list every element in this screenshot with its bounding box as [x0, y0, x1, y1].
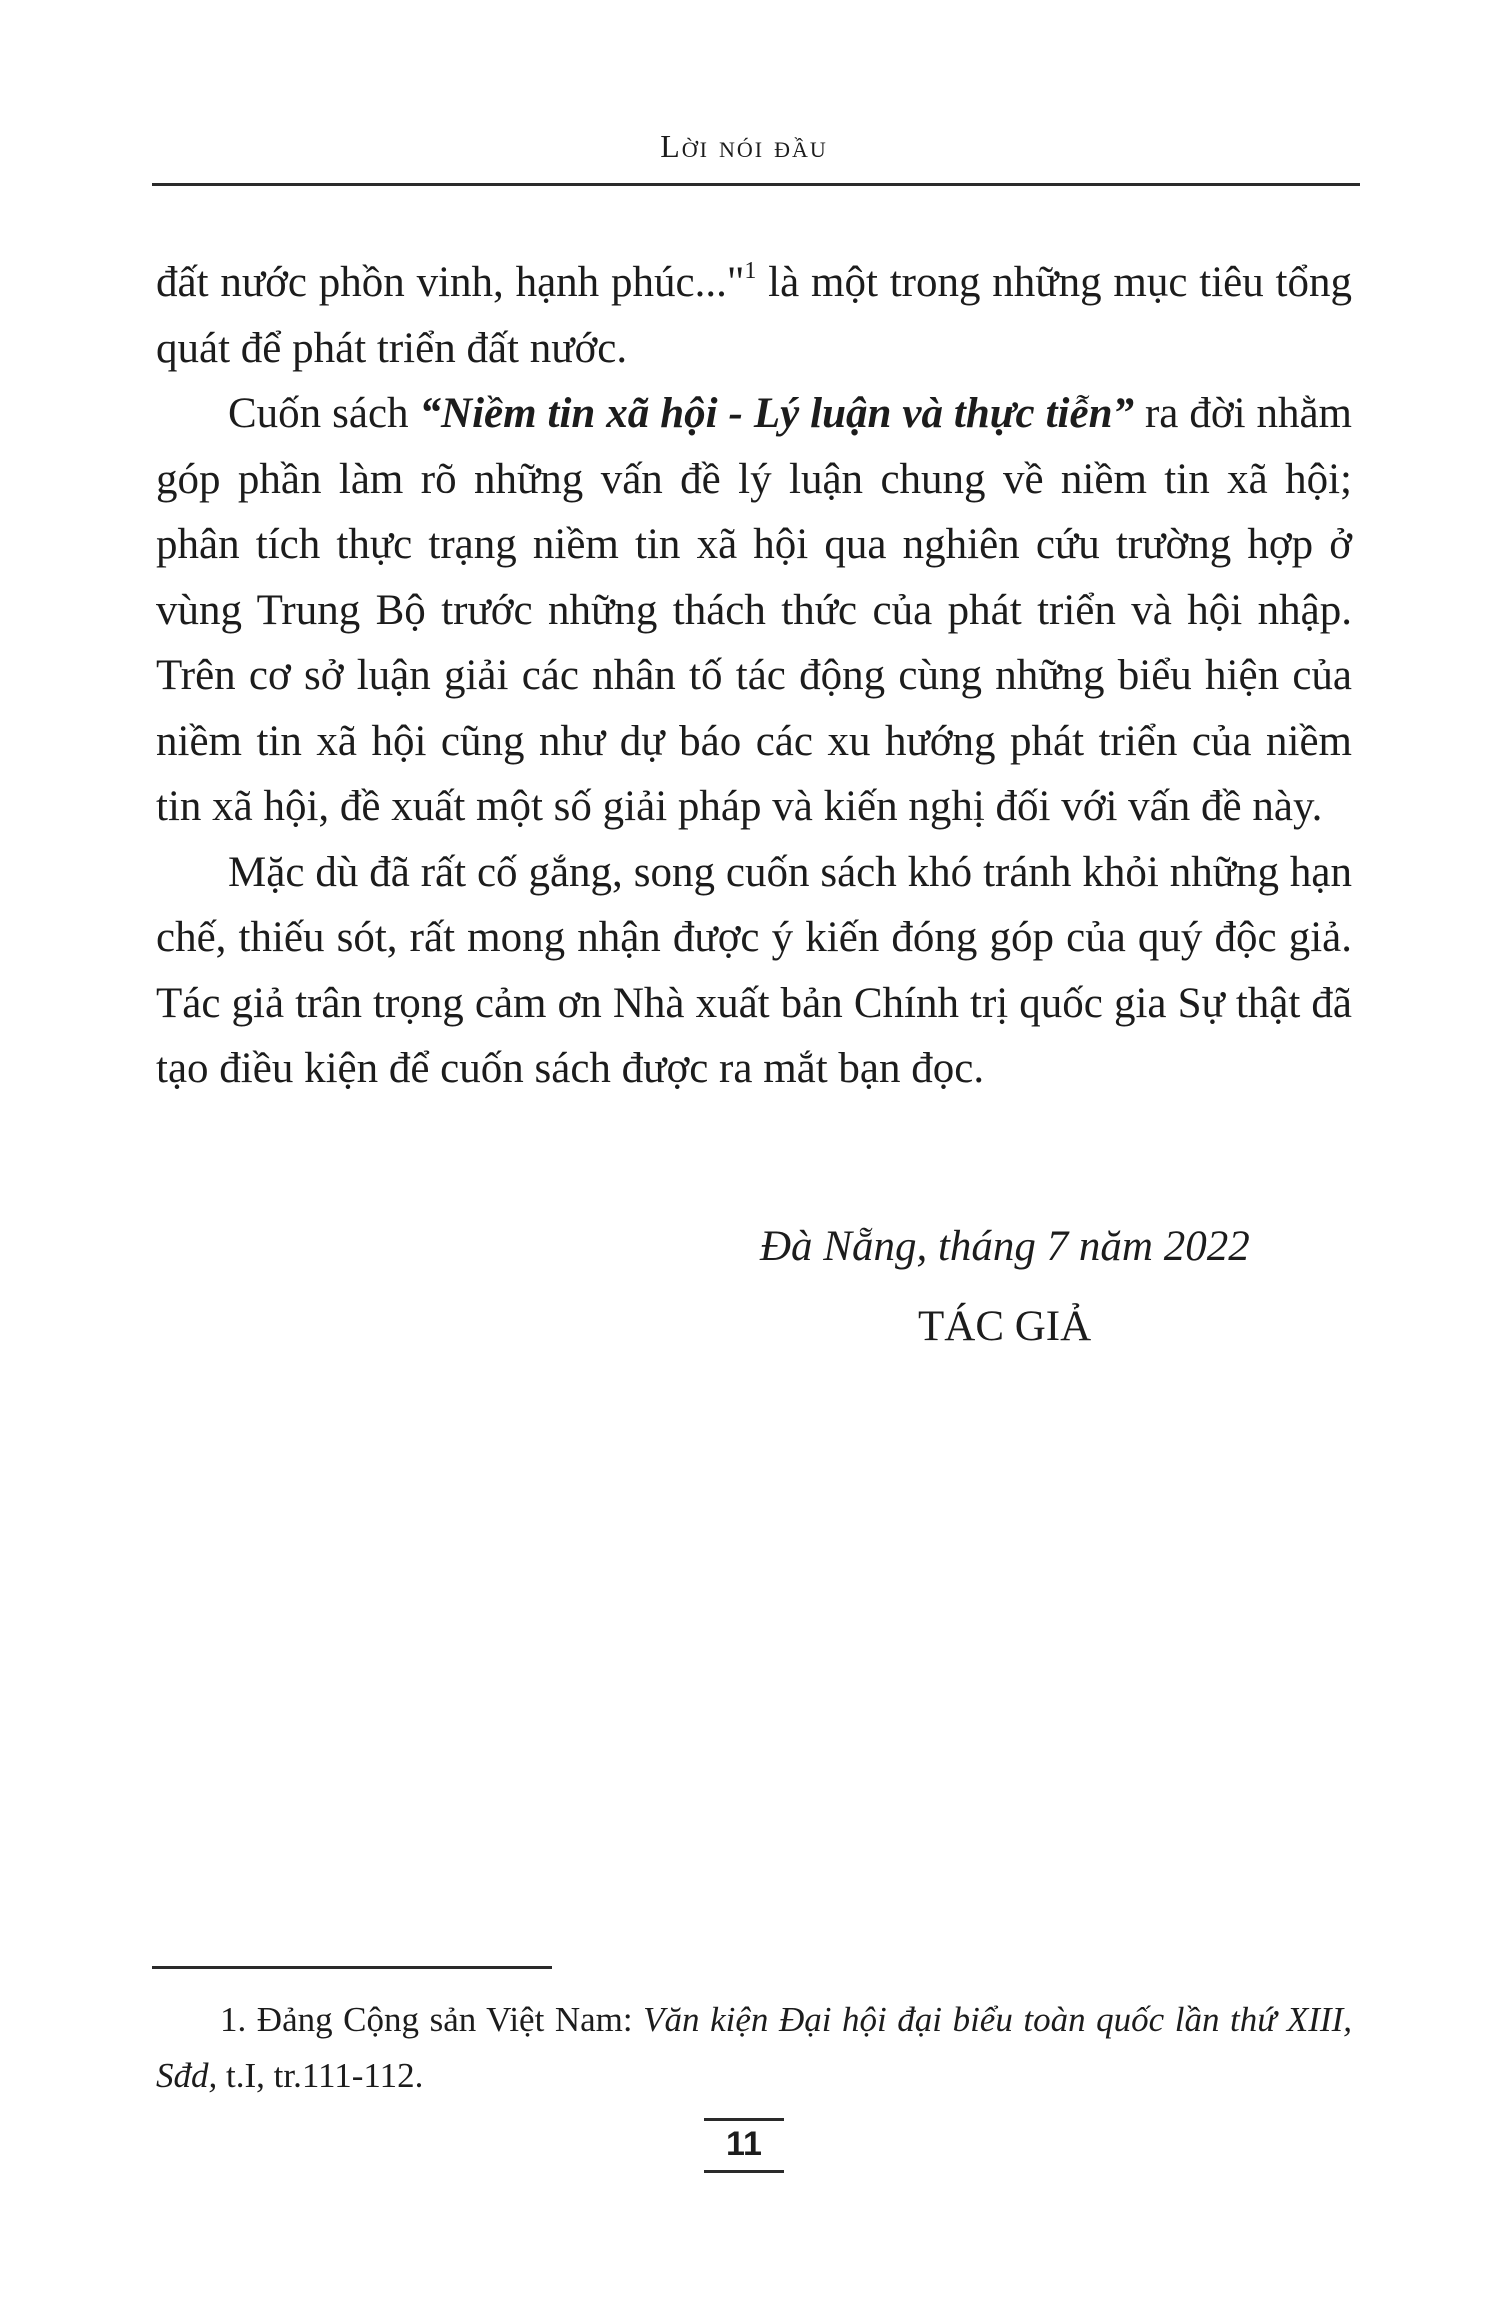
page-number-rule-top	[704, 2118, 784, 2121]
footnote	[156, 1992, 1352, 2104]
signoff-place-date: Đà Nẵng, tháng 7 năm 2022	[760, 1223, 1250, 1270]
page-number-rule-bottom	[704, 2170, 784, 2173]
body-text	[156, 250, 1352, 1102]
footnote-text-end: t.I, tr.111-112.	[217, 2056, 424, 2095]
footnote-cited-title: Văn kiện Đại hội đại biểu toàn quốc lần thứ XIII, Sđd,	[156, 2000, 1352, 2095]
header-rule	[152, 183, 1360, 186]
paragraph-2-text-end: ra đời nhằm góp phần làm rõ những vấn đề lý luận chung về niềm tin xã hội; phân tích thực trạng niềm tin xã hội qua nghiên cứu trường hợp ở vùng Trung Bộ trước những thách thức của phát triển và hội nhập. Trên cơ sở luận giải các nhân tố tác động cùng những biểu hiện của niềm tin xã hội cũng như dự báo các xu hướng phát triển của niềm tin xã hội, đề xuất một số giải pháp và kiến nghị đối với vấn đề này.	[156, 390, 1353, 830]
footnote-reference[interactable]: 1	[744, 258, 757, 284]
running-header: Lời nói đầu	[660, 128, 828, 164]
paragraph-2	[156, 381, 1352, 840]
footnote-rule	[152, 1966, 552, 1969]
paragraph-1-text: đất nước phồn vinh, hạnh phúc..."	[156, 259, 745, 306]
book-title: “Niềm tin xã hội - Lý luận và thực tiễn”	[419, 390, 1134, 437]
paragraph-1	[156, 250, 1352, 381]
paragraph-1-text-end: là một trong những mục tiêu tổng quát để phát triển đất nước.	[156, 259, 1352, 372]
paragraph-3: Mặc dù đã rất cố gắng, song cuốn sách khó tránh khỏi những hạn chế, thiếu sót, rất mong nhận được ý kiến đóng góp của quý độc giả. Tác giả trân trọng cảm ơn Nhà xuất bản Chính trị quốc gia Sự thật đã tạo điều kiện để cuốn sách được ra mắt bạn đọc.	[156, 848, 1352, 1092]
footnote-text-start: 1. Đảng Cộng sản Việt Nam:	[220, 2000, 644, 2039]
signoff-author: TÁC GIẢ	[918, 1303, 1092, 1350]
paragraph-2-text-start: Cuốn sách	[228, 390, 420, 437]
page-number: 11	[726, 2125, 762, 2163]
